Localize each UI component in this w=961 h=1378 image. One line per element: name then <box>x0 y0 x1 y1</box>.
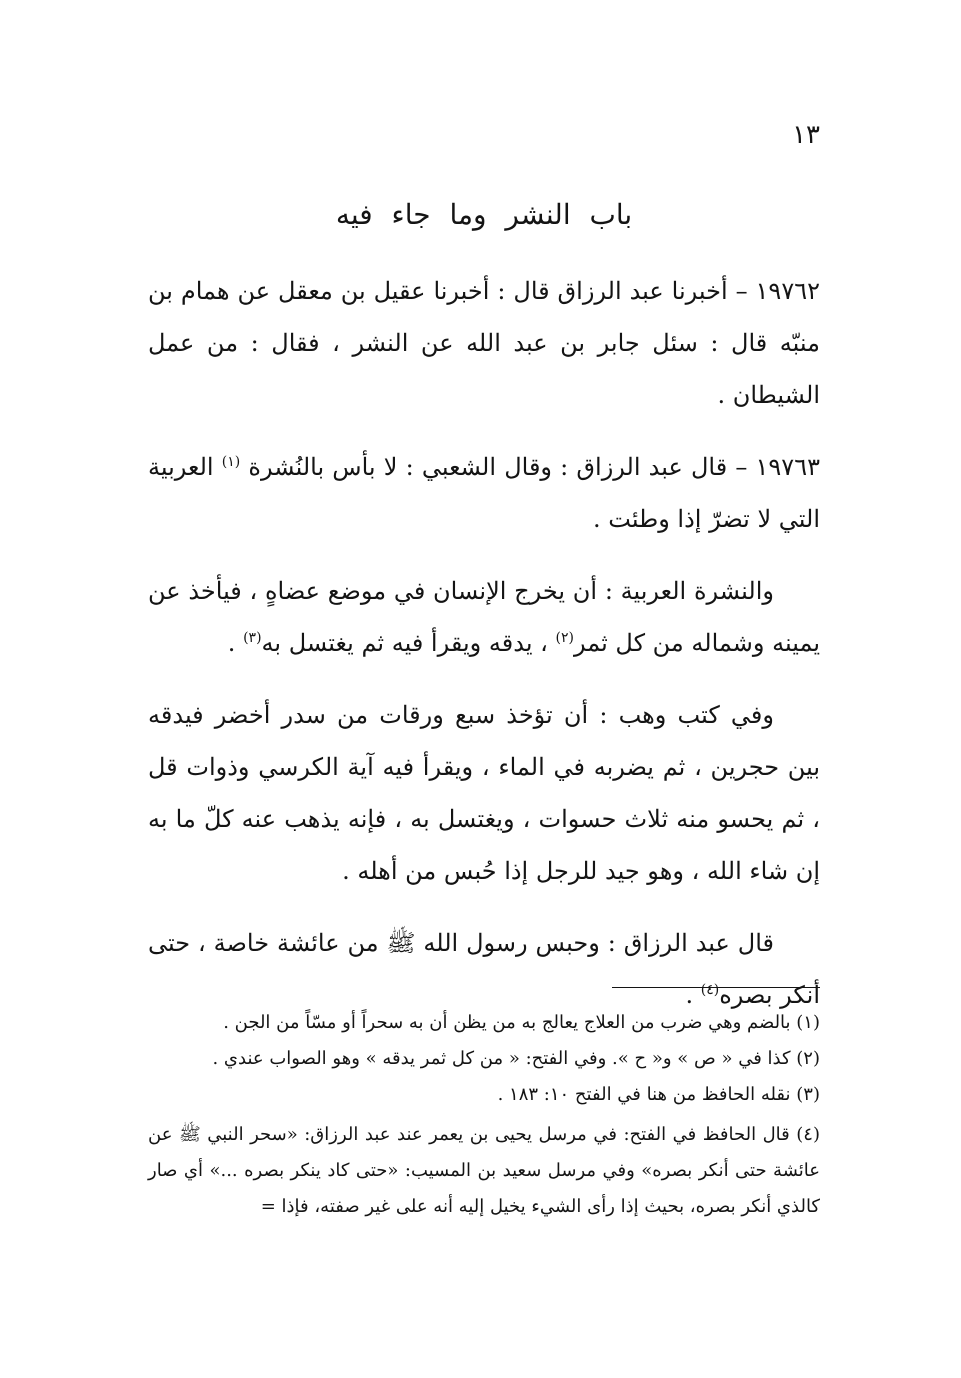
paragraph-text: العربية التي لا تضرّ إذا وطئت . <box>148 453 820 533</box>
paragraph-text: – قال عبد الرزاق : وقال الشعبي : لا بأس بالنُشرة <box>248 453 748 481</box>
footnote-4: (٤) قال الحافظ في الفتح: في مرسل يحيى بن يعمر عند عبد الرزاق: «سحر النبي ﷺ عن عائشة حتى أنكر بصره» وفي مرسل سعيد بن المسيب: «حتى كاد ينكر بصره ...» أي صار كالذي أنكر بصره، بحيث إذا رأى الشيء يخيل إليه أنه على غير صفته، فإذا = <box>148 1124 820 1217</box>
footnote-reference: (٢) <box>555 630 574 646</box>
footnote-3: (٣) نقله الحافظ من هنا في الفتح ١٠: ١٨٣ . <box>497 1084 820 1105</box>
footnotes <box>148 1005 820 1225</box>
footnote-reference: (٤) <box>700 982 720 998</box>
commentary-paragraph <box>148 565 820 669</box>
main-text <box>148 265 820 1041</box>
document-page <box>148 115 820 1255</box>
hadith-number: ١٩٧٦٢ <box>755 277 820 305</box>
paragraph-text: . <box>227 629 236 657</box>
footnote-1: (١) بالضم وهي ضرب من العلاج يعالج به من يظن أن به سحراً أو مسّاً من الجن . <box>223 1012 820 1033</box>
footnote-reference: (٣) <box>243 630 262 646</box>
paragraph-text: والنشرة العربية : أن يخرج الإنسان في موضع عضاهٍ ، فيأخذ عن يمينه وشماله من كل ثمر <box>148 577 820 657</box>
hadith-number: ١٩٧٦٣ <box>755 453 820 481</box>
paragraph-text: ، يدقه ويقرأ فيه ثم يغتسل به <box>261 629 548 657</box>
paragraph-text: . <box>685 981 694 1009</box>
chapter-title: باب النشر وما جاء فيه <box>335 198 633 231</box>
page-number: ١٣ <box>792 120 820 150</box>
footnote-2: (٢) كذا في « ص » و« ح ». وفي الفتح: « من كل ثمر يدقه » وهو الصواب عندي . <box>212 1048 820 1069</box>
footnote-separator <box>612 987 820 988</box>
hadith-paragraph <box>148 441 820 545</box>
hadith-paragraph <box>148 265 820 421</box>
commentary-paragraph <box>148 689 820 897</box>
paragraph-text: وفي كتب وهب : أن تؤخذ سبع ورقات من سدر أخضر فيدقه بين حجرين ، ثم يضربه في الماء ، ويقرأ فيه آية الكرسي وذوات قل ، ثم يحسو منه ثلاث حسوات ، ويغتسل به ، فإنه يذهب عنه كلّ ما به إن شاء الله ، وهو جيد للرجل إذا حُبس من أهله . <box>148 701 820 885</box>
paragraph-text: – أخبرنا عبد الرزاق قال : أخبرنا عقيل بن معقل عن همام بن منبّه قال : سئل جابر بن عبد الله عن النشر ، فقال : من عمل الشيطان . <box>148 277 820 409</box>
paragraph-text: قال عبد الرزاق : وحبس رسول الله ﷺ من عائشة خاصة ، حتى أنكر بصره <box>148 929 820 1009</box>
footnote-reference: (١) <box>221 454 241 470</box>
